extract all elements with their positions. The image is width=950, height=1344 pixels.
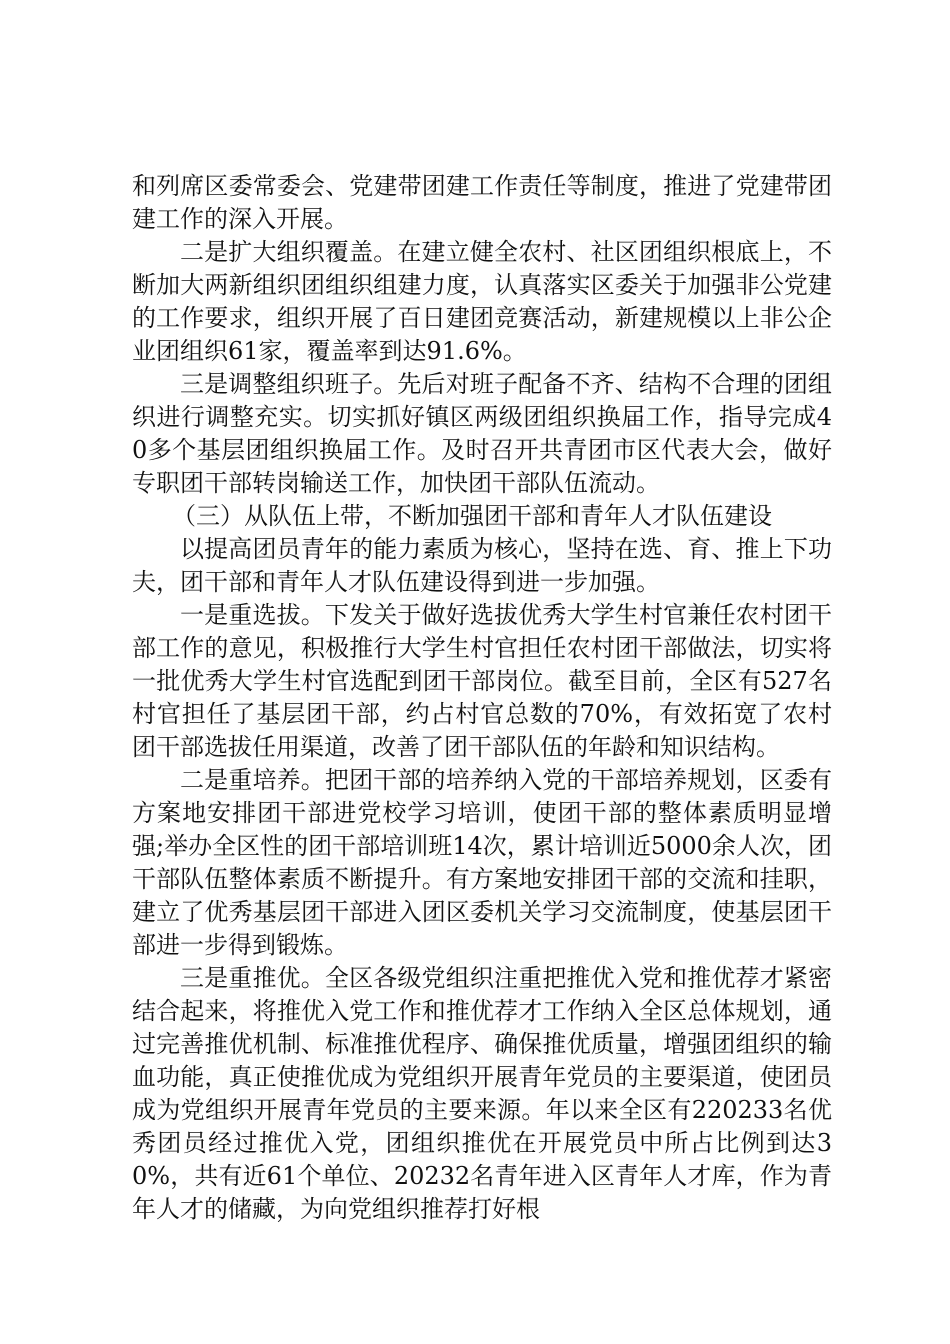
section-heading: （三）从队伍上带，不断加强团干部和青年人才队伍建设 [172, 502, 772, 530]
paragraph-recommendation: 三是重推优。全区各级党组织注重把推优入党和推优荐才紧密结合起来，将推优入党工作和推优荐才工作纳入全区总体规划，通过完善推优机制、标准推优程序、确保推优质量，增强团组织的输血功能，真正使推优成为党组织开展青年党员的主要渠道，使团员成为党组织开展青年党员的主要来源。年以来全区有220233名优秀团员经过推优入党，团组织推优在开展党员中所占比例到达30%，共有近61个单位、20232名青年进入区青年人才库，作为青年人才的储藏，为向党组织推荐打好根 [132, 964, 832, 1223]
paragraph-adjust-teams: 三是调整组织班子。先后对班子配备不齐、结构不合理的团组织进行调整充实。切实抓好镇区两级团组织换届工作，指导完成40多个基层团组织换届工作。及时召开共青团市区代表大会，做好专职团干部转岗输送工作，加快团干部队伍流动。 [132, 370, 832, 497]
paragraph-training: 二是重培养。把团干部的培养纳入党的干部培养规划，区委有方案地安排团干部进党校学习培训，使团干部的整体素质明显增强;举办全区性的团干部培训班14次，累计培训近5000余人次，团干部队伍整体素质不断提升。有方案地安排团干部的交流和挂职，建立了优秀基层团干部进入团区委机关学习交流制度，使基层团干部进一步得到锻炼。 [132, 766, 832, 959]
document-body [132, 170, 832, 1226]
paragraph-continuation: 和列席区委常委会、党建带团建工作责任等制度，推进了党建带团建工作的深入开展。 [132, 172, 832, 233]
paragraph-selection: 一是重选拔。下发关于做好选拔优秀大学生村官兼任农村团干部工作的意见，积极推行大学生村官担任农村团干部做法，切实将一批优秀大学生村官选配到团干部岗位。截至目前，全区有527名村官担任了基层团干部，约占村官总数的70%，有效拓宽了农村团干部选拔任用渠道，改善了团干部队伍的年龄和知识结构。 [132, 601, 832, 761]
paragraph-section-intro: 以提高团员青年的能力素质为核心，坚持在选、育、推上下功夫，团干部和青年人才队伍建设得到进一步加强。 [132, 535, 832, 596]
paragraph-expand-coverage: 二是扩大组织覆盖。在建立健全农村、社区团组织根底上，不断加大两新组织团组织组建力度，认真落实区委关于加强非公党建的工作要求，组织开展了百日建团竞赛活动，新建规模以上非公企业团组织61家，覆盖率到达91.6%。 [132, 238, 832, 365]
